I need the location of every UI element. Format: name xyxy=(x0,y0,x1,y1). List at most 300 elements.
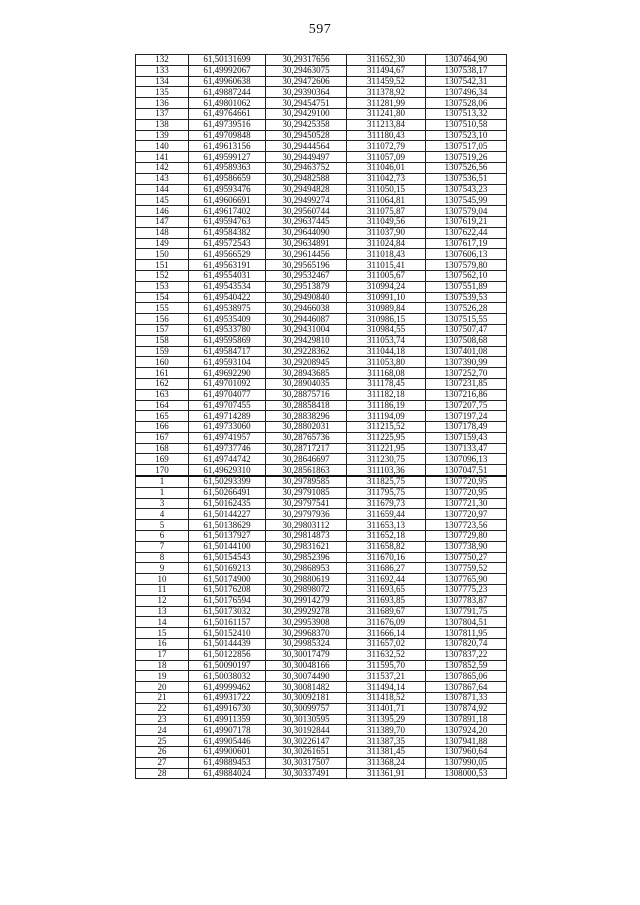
point-number-cell: 146 xyxy=(136,206,189,217)
x-coordinate-cell: 311024,84 xyxy=(347,238,426,249)
y-coordinate-cell: 1307837,22 xyxy=(426,649,507,660)
table-row xyxy=(136,162,507,173)
longitude-cell: 30,29490840 xyxy=(266,292,347,303)
longitude-cell: 30,29634891 xyxy=(266,238,347,249)
y-coordinate-cell: 1307536,51 xyxy=(426,173,507,184)
x-coordinate-cell: 311686,27 xyxy=(347,563,426,574)
longitude-cell: 30,29831621 xyxy=(266,541,347,552)
longitude-cell: 30,28875716 xyxy=(266,389,347,400)
table-row xyxy=(136,476,507,487)
longitude-cell: 30,30192844 xyxy=(266,725,347,736)
table-row xyxy=(136,238,507,249)
longitude-cell: 30,29614456 xyxy=(266,249,347,260)
x-coordinate-cell: 310986,15 xyxy=(347,314,426,325)
point-number-cell: 160 xyxy=(136,357,189,368)
table-row xyxy=(136,671,507,682)
longitude-cell: 30,28904035 xyxy=(266,378,347,389)
point-number-cell: 26 xyxy=(136,747,189,758)
table-row xyxy=(136,747,507,758)
point-number-cell: 9 xyxy=(136,563,189,574)
longitude-cell: 30,29466038 xyxy=(266,303,347,314)
point-number-cell: 20 xyxy=(136,682,189,693)
longitude-cell: 30,28561863 xyxy=(266,465,347,476)
latitude-cell: 61,49764661 xyxy=(189,108,266,119)
point-number-cell: 147 xyxy=(136,216,189,227)
latitude-cell: 61,49540422 xyxy=(189,292,266,303)
latitude-cell: 61,50137927 xyxy=(189,531,266,542)
y-coordinate-cell: 1308000,53 xyxy=(426,768,507,779)
latitude-cell: 61,49887244 xyxy=(189,87,266,98)
y-coordinate-cell: 1307720,97 xyxy=(426,509,507,520)
longitude-cell: 30,29449497 xyxy=(266,152,347,163)
longitude-cell: 30,28717217 xyxy=(266,443,347,454)
table-row xyxy=(136,55,507,66)
longitude-cell: 30,29814873 xyxy=(266,531,347,542)
point-number-cell: 158 xyxy=(136,335,189,346)
y-coordinate-cell: 1307738,90 xyxy=(426,541,507,552)
table-row xyxy=(136,173,507,184)
table-row xyxy=(136,465,507,476)
y-coordinate-cell: 1307507,47 xyxy=(426,324,507,335)
point-number-cell: 17 xyxy=(136,649,189,660)
point-number-cell: 149 xyxy=(136,238,189,249)
x-coordinate-cell: 311659,44 xyxy=(347,509,426,520)
latitude-cell: 61,49599127 xyxy=(189,152,266,163)
longitude-cell: 30,29513879 xyxy=(266,281,347,292)
table-row xyxy=(136,346,507,357)
longitude-cell: 30,28646697 xyxy=(266,454,347,465)
x-coordinate-cell: 311693,65 xyxy=(347,585,426,596)
y-coordinate-cell: 1307562,10 xyxy=(426,270,507,281)
x-coordinate-cell: 311230,75 xyxy=(347,454,426,465)
point-number-cell: 8 xyxy=(136,552,189,563)
latitude-cell: 61,49733060 xyxy=(189,422,266,433)
latitude-cell: 61,49566529 xyxy=(189,249,266,260)
table-row xyxy=(136,454,507,465)
table-row xyxy=(136,260,507,271)
latitude-cell: 61,50152410 xyxy=(189,628,266,639)
longitude-cell: 30,29968370 xyxy=(266,628,347,639)
y-coordinate-cell: 1307538,17 xyxy=(426,65,507,76)
table-row xyxy=(136,606,507,617)
longitude-cell: 30,29898072 xyxy=(266,585,347,596)
y-coordinate-cell: 1307606,13 xyxy=(426,249,507,260)
table-row xyxy=(136,725,507,736)
latitude-cell: 61,50138629 xyxy=(189,520,266,531)
table-row xyxy=(136,563,507,574)
longitude-cell: 30,30048166 xyxy=(266,660,347,671)
table-row xyxy=(136,768,507,779)
point-number-cell: 28 xyxy=(136,768,189,779)
x-coordinate-cell: 311666,14 xyxy=(347,628,426,639)
x-coordinate-cell: 311221,95 xyxy=(347,443,426,454)
latitude-cell: 61,50144439 xyxy=(189,639,266,650)
latitude-cell: 61,50161157 xyxy=(189,617,266,628)
longitude-cell: 30,29644090 xyxy=(266,227,347,238)
longitude-cell: 30,29429100 xyxy=(266,108,347,119)
latitude-cell: 61,50162435 xyxy=(189,498,266,509)
table-row xyxy=(136,184,507,195)
x-coordinate-cell: 311018,43 xyxy=(347,249,426,260)
y-coordinate-cell: 1307775,23 xyxy=(426,585,507,596)
x-coordinate-cell: 311072,79 xyxy=(347,141,426,152)
y-coordinate-cell: 1307526,28 xyxy=(426,303,507,314)
point-number-cell: 15 xyxy=(136,628,189,639)
table-row xyxy=(136,65,507,76)
latitude-cell: 61,49554031 xyxy=(189,270,266,281)
table-row xyxy=(136,703,507,714)
x-coordinate-cell: 311053,74 xyxy=(347,335,426,346)
latitude-cell: 61,50266491 xyxy=(189,487,266,498)
table-row xyxy=(136,368,507,379)
table-row xyxy=(136,141,507,152)
table-row xyxy=(136,649,507,660)
x-coordinate-cell: 310984,55 xyxy=(347,324,426,335)
table-row xyxy=(136,714,507,725)
table-row xyxy=(136,520,507,531)
longitude-cell: 30,29444564 xyxy=(266,141,347,152)
point-number-cell: 144 xyxy=(136,184,189,195)
x-coordinate-cell: 311049,56 xyxy=(347,216,426,227)
latitude-cell: 61,49709848 xyxy=(189,130,266,141)
latitude-cell: 61,49907178 xyxy=(189,725,266,736)
longitude-cell: 30,29565196 xyxy=(266,260,347,271)
longitude-cell: 30,29472606 xyxy=(266,76,347,87)
latitude-cell: 61,49563191 xyxy=(189,260,266,271)
table-row xyxy=(136,595,507,606)
y-coordinate-cell: 1307252,70 xyxy=(426,368,507,379)
latitude-cell: 61,50090197 xyxy=(189,660,266,671)
point-number-cell: 12 xyxy=(136,595,189,606)
point-number-cell: 153 xyxy=(136,281,189,292)
longitude-cell: 30,30017479 xyxy=(266,649,347,660)
point-number-cell: 134 xyxy=(136,76,189,87)
y-coordinate-cell: 1307941,88 xyxy=(426,736,507,747)
latitude-cell: 61,49714289 xyxy=(189,411,266,422)
latitude-cell: 61,50154543 xyxy=(189,552,266,563)
y-coordinate-cell: 1307133,47 xyxy=(426,443,507,454)
latitude-cell: 61,49992067 xyxy=(189,65,266,76)
y-coordinate-cell: 1307960,64 xyxy=(426,747,507,758)
y-coordinate-cell: 1307231,85 xyxy=(426,378,507,389)
table-row xyxy=(136,76,507,87)
point-number-cell: 3 xyxy=(136,498,189,509)
x-coordinate-cell: 311652,18 xyxy=(347,531,426,542)
longitude-cell: 30,29797541 xyxy=(266,498,347,509)
y-coordinate-cell: 1307874,92 xyxy=(426,703,507,714)
x-coordinate-cell: 311689,67 xyxy=(347,606,426,617)
longitude-cell: 30,29914279 xyxy=(266,595,347,606)
latitude-cell: 61,49589363 xyxy=(189,162,266,173)
latitude-cell: 61,49535409 xyxy=(189,314,266,325)
x-coordinate-cell: 311044,18 xyxy=(347,346,426,357)
latitude-cell: 61,49701092 xyxy=(189,378,266,389)
latitude-cell: 61,49593476 xyxy=(189,184,266,195)
y-coordinate-cell: 1307720,95 xyxy=(426,476,507,487)
y-coordinate-cell: 1307464,90 xyxy=(426,55,507,66)
latitude-cell: 61,49999462 xyxy=(189,682,266,693)
x-coordinate-cell: 311186,19 xyxy=(347,400,426,411)
table-row xyxy=(136,574,507,585)
longitude-cell: 30,28765736 xyxy=(266,432,347,443)
y-coordinate-cell: 1307617,19 xyxy=(426,238,507,249)
latitude-cell: 61,49606691 xyxy=(189,195,266,206)
longitude-cell: 30,30226147 xyxy=(266,736,347,747)
point-number-cell: 167 xyxy=(136,432,189,443)
x-coordinate-cell: 311657,02 xyxy=(347,639,426,650)
longitude-cell: 30,28802031 xyxy=(266,422,347,433)
longitude-cell: 30,29390364 xyxy=(266,87,347,98)
y-coordinate-cell: 1307216,86 xyxy=(426,389,507,400)
latitude-cell: 61,49572543 xyxy=(189,238,266,249)
point-number-cell: 154 xyxy=(136,292,189,303)
x-coordinate-cell: 311168,08 xyxy=(347,368,426,379)
x-coordinate-cell: 311653,13 xyxy=(347,520,426,531)
point-number-cell: 145 xyxy=(136,195,189,206)
point-number-cell: 157 xyxy=(136,324,189,335)
y-coordinate-cell: 1307579,80 xyxy=(426,260,507,271)
coordinates-table xyxy=(135,54,507,779)
longitude-cell: 30,30317507 xyxy=(266,757,347,768)
y-coordinate-cell: 1307542,31 xyxy=(426,76,507,87)
x-coordinate-cell: 311046,01 xyxy=(347,162,426,173)
longitude-cell: 30,30099757 xyxy=(266,703,347,714)
x-coordinate-cell: 311459,52 xyxy=(347,76,426,87)
latitude-cell: 61,49613156 xyxy=(189,141,266,152)
x-coordinate-cell: 311241,80 xyxy=(347,108,426,119)
y-coordinate-cell: 1307539,53 xyxy=(426,292,507,303)
table-row xyxy=(136,736,507,747)
x-coordinate-cell: 311368,24 xyxy=(347,757,426,768)
point-number-cell: 1 xyxy=(136,476,189,487)
y-coordinate-cell: 1307619,21 xyxy=(426,216,507,227)
y-coordinate-cell: 1307579,04 xyxy=(426,206,507,217)
table-row xyxy=(136,216,507,227)
latitude-cell: 61,49593104 xyxy=(189,357,266,368)
longitude-cell: 30,29532467 xyxy=(266,270,347,281)
x-coordinate-cell: 311693,85 xyxy=(347,595,426,606)
point-number-cell: 143 xyxy=(136,173,189,184)
point-number-cell: 14 xyxy=(136,617,189,628)
x-coordinate-cell: 311042,73 xyxy=(347,173,426,184)
y-coordinate-cell: 1307811,95 xyxy=(426,628,507,639)
y-coordinate-cell: 1307804,51 xyxy=(426,617,507,628)
x-coordinate-cell: 311281,99 xyxy=(347,98,426,109)
table-row xyxy=(136,411,507,422)
longitude-cell: 30,29454751 xyxy=(266,98,347,109)
x-coordinate-cell: 311378,92 xyxy=(347,87,426,98)
x-coordinate-cell: 311381,45 xyxy=(347,747,426,758)
y-coordinate-cell: 1307721,30 xyxy=(426,498,507,509)
point-number-cell: 162 xyxy=(136,378,189,389)
latitude-cell: 61,49801062 xyxy=(189,98,266,109)
longitude-cell: 30,29431004 xyxy=(266,324,347,335)
longitude-cell: 30,29499274 xyxy=(266,195,347,206)
y-coordinate-cell: 1307401,08 xyxy=(426,346,507,357)
table-row xyxy=(136,639,507,650)
longitude-cell: 30,29803112 xyxy=(266,520,347,531)
table-row xyxy=(136,400,507,411)
point-number-cell: 23 xyxy=(136,714,189,725)
latitude-cell: 61,49931722 xyxy=(189,693,266,704)
x-coordinate-cell: 311005,67 xyxy=(347,270,426,281)
point-number-cell: 142 xyxy=(136,162,189,173)
longitude-cell: 30,29868953 xyxy=(266,563,347,574)
table-row xyxy=(136,270,507,281)
point-number-cell: 164 xyxy=(136,400,189,411)
y-coordinate-cell: 1307515,55 xyxy=(426,314,507,325)
latitude-cell: 61,49543534 xyxy=(189,281,266,292)
longitude-cell: 30,29463752 xyxy=(266,162,347,173)
x-coordinate-cell: 311180,43 xyxy=(347,130,426,141)
y-coordinate-cell: 1307496,34 xyxy=(426,87,507,98)
x-coordinate-cell: 311215,52 xyxy=(347,422,426,433)
x-coordinate-cell: 311595,70 xyxy=(347,660,426,671)
longitude-cell: 30,29985324 xyxy=(266,639,347,650)
latitude-cell: 61,50176594 xyxy=(189,595,266,606)
longitude-cell: 30,29494828 xyxy=(266,184,347,195)
x-coordinate-cell: 311418,52 xyxy=(347,693,426,704)
latitude-cell: 61,49911359 xyxy=(189,714,266,725)
latitude-cell: 61,49884024 xyxy=(189,768,266,779)
table-row xyxy=(136,617,507,628)
longitude-cell: 30,29953908 xyxy=(266,617,347,628)
x-coordinate-cell: 311632,52 xyxy=(347,649,426,660)
y-coordinate-cell: 1307178,49 xyxy=(426,422,507,433)
x-coordinate-cell: 311387,35 xyxy=(347,736,426,747)
point-number-cell: 21 xyxy=(136,693,189,704)
latitude-cell: 61,50174900 xyxy=(189,574,266,585)
table-row xyxy=(136,281,507,292)
latitude-cell: 61,50131699 xyxy=(189,55,266,66)
table-row xyxy=(136,487,507,498)
x-coordinate-cell: 310994,24 xyxy=(347,281,426,292)
latitude-cell: 61,49737746 xyxy=(189,443,266,454)
latitude-cell: 61,50173032 xyxy=(189,606,266,617)
latitude-cell: 61,50144227 xyxy=(189,509,266,520)
point-number-cell: 137 xyxy=(136,108,189,119)
latitude-cell: 61,49617402 xyxy=(189,206,266,217)
x-coordinate-cell: 311194,09 xyxy=(347,411,426,422)
table-row xyxy=(136,443,507,454)
longitude-cell: 30,29791085 xyxy=(266,487,347,498)
table-row xyxy=(136,335,507,346)
y-coordinate-cell: 1307867,64 xyxy=(426,682,507,693)
table-row xyxy=(136,314,507,325)
point-number-cell: 13 xyxy=(136,606,189,617)
y-coordinate-cell: 1307791,75 xyxy=(426,606,507,617)
point-number-cell: 24 xyxy=(136,725,189,736)
latitude-cell: 61,49629310 xyxy=(189,465,266,476)
point-number-cell: 25 xyxy=(136,736,189,747)
longitude-cell: 30,28943685 xyxy=(266,368,347,379)
point-number-cell: 11 xyxy=(136,585,189,596)
table-row xyxy=(136,227,507,238)
longitude-cell: 30,29560744 xyxy=(266,206,347,217)
latitude-cell: 61,49741957 xyxy=(189,432,266,443)
x-coordinate-cell: 311213,84 xyxy=(347,119,426,130)
x-coordinate-cell: 311494,14 xyxy=(347,682,426,693)
latitude-cell: 61,49707455 xyxy=(189,400,266,411)
table-row xyxy=(136,324,507,335)
x-coordinate-cell: 311103,36 xyxy=(347,465,426,476)
longitude-cell: 30,29317656 xyxy=(266,55,347,66)
latitude-cell: 61,49900601 xyxy=(189,747,266,758)
point-number-cell: 133 xyxy=(136,65,189,76)
y-coordinate-cell: 1307891,18 xyxy=(426,714,507,725)
table-row xyxy=(136,119,507,130)
longitude-cell: 30,30092181 xyxy=(266,693,347,704)
longitude-cell: 30,29852396 xyxy=(266,552,347,563)
point-number-cell: 161 xyxy=(136,368,189,379)
table-row xyxy=(136,757,507,768)
table-row xyxy=(136,249,507,260)
x-coordinate-cell: 311676,09 xyxy=(347,617,426,628)
y-coordinate-cell: 1307519,26 xyxy=(426,152,507,163)
table-row xyxy=(136,389,507,400)
latitude-cell: 61,49533780 xyxy=(189,324,266,335)
x-coordinate-cell: 311015,41 xyxy=(347,260,426,271)
y-coordinate-cell: 1307513,32 xyxy=(426,108,507,119)
longitude-cell: 30,30074490 xyxy=(266,671,347,682)
table-row xyxy=(136,432,507,443)
table-row xyxy=(136,152,507,163)
longitude-cell: 30,29208945 xyxy=(266,357,347,368)
longitude-cell: 30,30081482 xyxy=(266,682,347,693)
y-coordinate-cell: 1307852,59 xyxy=(426,660,507,671)
x-coordinate-cell: 311652,30 xyxy=(347,55,426,66)
point-number-cell: 132 xyxy=(136,55,189,66)
table-row xyxy=(136,682,507,693)
y-coordinate-cell: 1307390,99 xyxy=(426,357,507,368)
point-number-cell: 139 xyxy=(136,130,189,141)
point-number-cell: 148 xyxy=(136,227,189,238)
y-coordinate-cell: 1307197,24 xyxy=(426,411,507,422)
point-number-cell: 136 xyxy=(136,98,189,109)
point-number-cell: 18 xyxy=(136,660,189,671)
table-row xyxy=(136,693,507,704)
latitude-cell: 61,49595869 xyxy=(189,335,266,346)
longitude-cell: 30,29425358 xyxy=(266,119,347,130)
longitude-cell: 30,29228362 xyxy=(266,346,347,357)
point-number-cell: 155 xyxy=(136,303,189,314)
point-number-cell: 19 xyxy=(136,671,189,682)
table-row xyxy=(136,195,507,206)
latitude-cell: 61,49889453 xyxy=(189,757,266,768)
y-coordinate-cell: 1307729,80 xyxy=(426,531,507,542)
point-number-cell: 163 xyxy=(136,389,189,400)
latitude-cell: 61,49584382 xyxy=(189,227,266,238)
table-row xyxy=(136,108,507,119)
table-row xyxy=(136,498,507,509)
point-number-cell: 1 xyxy=(136,487,189,498)
x-coordinate-cell: 311395,29 xyxy=(347,714,426,725)
table-row xyxy=(136,660,507,671)
x-coordinate-cell: 311361,91 xyxy=(347,768,426,779)
table-row xyxy=(136,206,507,217)
longitude-cell: 30,29637445 xyxy=(266,216,347,227)
y-coordinate-cell: 1307783,87 xyxy=(426,595,507,606)
y-coordinate-cell: 1307047,51 xyxy=(426,465,507,476)
y-coordinate-cell: 1307510,58 xyxy=(426,119,507,130)
table-row xyxy=(136,509,507,520)
latitude-cell: 61,50122856 xyxy=(189,649,266,660)
point-number-cell: 27 xyxy=(136,757,189,768)
latitude-cell: 61,49692290 xyxy=(189,368,266,379)
longitude-cell: 30,28838296 xyxy=(266,411,347,422)
point-number-cell: 6 xyxy=(136,531,189,542)
x-coordinate-cell: 310989,84 xyxy=(347,303,426,314)
